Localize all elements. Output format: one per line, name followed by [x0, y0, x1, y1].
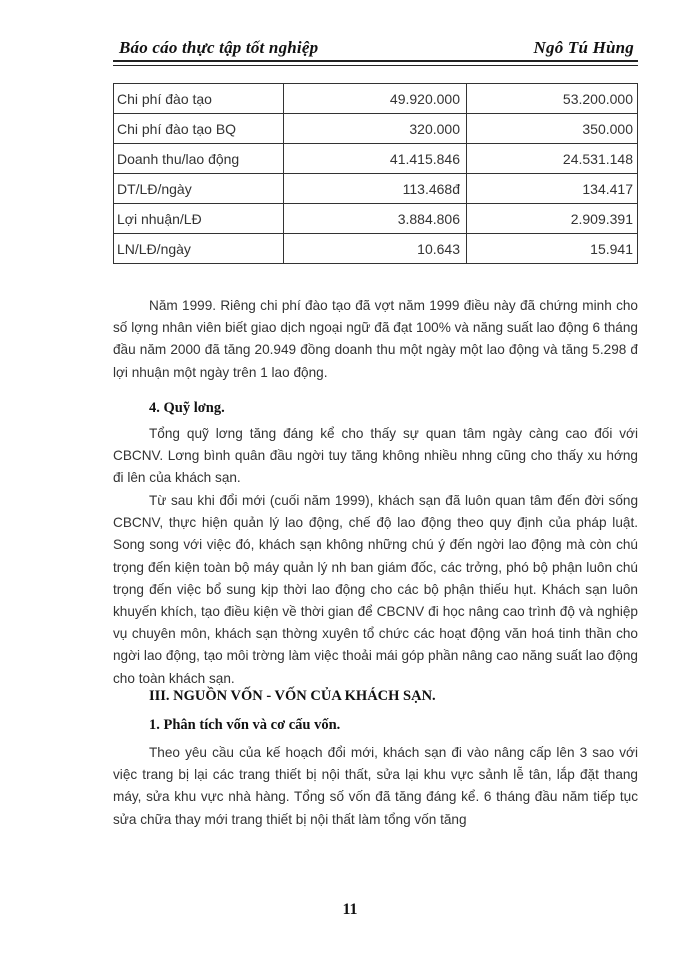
table-row — [114, 144, 638, 174]
row-label: LN/LĐ/ngày — [114, 234, 284, 264]
row-value-1: 3.884.806 — [284, 204, 467, 234]
row-value-1: 49.920.000 — [284, 84, 467, 114]
table-row — [114, 174, 638, 204]
header-rule-thin — [113, 65, 638, 66]
paragraph-3 — [113, 490, 638, 690]
row-value-1: 113.468đ — [284, 174, 467, 204]
row-label: DT/LĐ/ngày — [114, 174, 284, 204]
row-label: Lợi nhuận/LĐ — [114, 204, 284, 234]
row-label: Doanh thu/lao động — [114, 144, 284, 174]
row-value-1: 320.000 — [284, 114, 467, 144]
row-value-2: 15.941 — [467, 234, 638, 264]
page-number: 11 — [342, 901, 358, 918]
row-value-2: 134.417 — [467, 174, 638, 204]
paragraph-2 — [113, 423, 638, 490]
table-row — [114, 204, 638, 234]
table-row — [114, 114, 638, 144]
section-heading-iii: III. NGUỒN VỐN - VỐN CỦA KHÁCH SẠN. — [149, 688, 436, 704]
row-value-1: 41.415.846 — [284, 144, 467, 174]
paragraph-4 — [113, 742, 638, 831]
paragraph-1 — [113, 295, 638, 384]
row-label: Chi phí đào tạo BQ — [114, 114, 284, 144]
row-value-2: 24.531.148 — [467, 144, 638, 174]
table-row — [114, 84, 638, 114]
row-value-2: 350.000 — [467, 114, 638, 144]
section-heading-4: 4. Quỹ lơng. — [149, 400, 225, 416]
data-table — [113, 83, 638, 264]
row-value-1: 10.643 — [284, 234, 467, 264]
subsection-heading-1: 1. Phân tích vốn và cơ cấu vốn. — [149, 717, 341, 733]
page-header — [113, 36, 638, 62]
paragraph-text: Năm 1999. Riêng chi phí đào tạo đã vợt năm 1999 điều này đã chứng minh cho số lợng nhân viên biết giao dịch ngoại ngữ đã đạt 100% và năng suất lao động 6 tháng đầu năm 2000 đã tăng 20.949 đồng doanh thu một ngày một lao động và tăng 5.298 đ lợi nhuận một ngày trên 1 lao động. — [113, 298, 638, 380]
paragraph-text: Theo yêu cầu của kế hoạch đổi mới, khách sạn đi vào nâng cấp lên 3 sao với việc trang bị lại các trang thiết bị nội thất, sửa lại khu vực sảnh lễ tân, lắp đặt thang máy, sửa khu vực nhà hàng. Tổng số vốn đã tăng đáng kể. 6 tháng đầu năm tiếp tục sửa chữa thay mới trang thiết bị nội thất làm tổng vốn tăng — [113, 745, 638, 827]
paragraph-text: Từ sau khi đổi mới (cuối năm 1999), khách sạn đã luôn quan tâm đến đời sống CBCNV, thực hiện quản lý lao động, chế độ lao động theo quy định của pháp luật. Song song với việc đó, khách sạn không những chú ý đến ngời lao động mà còn chú trọng đến kiện toàn bộ máy quản lý nh ban giám đốc, các trởng, phó bộ phận luôn chú trọng đến việc bổ sung kịp thời lao động cho các bộ phận thiếu hụt. Khách sạn luôn khuyến khích, tạo điều kiện về thời gian để CBCNV đi học nâng cao trình độ và nghiệp vụ chuyên môn, khách sạn thờng xuyên tổ chức các hoạt động văn hoá tinh thần cho ngời lao động, tạo môi trờng làm việc thoải mái góp phần nâng cao năng suất lao động cho toàn khách sạn. — [113, 493, 638, 686]
header-title: Báo cáo thực tập tốt nghiệp — [119, 38, 319, 57]
row-value-2: 53.200.000 — [467, 84, 638, 114]
header-author: Ngô Tú Hùng — [533, 38, 634, 57]
header-rule — [113, 60, 638, 62]
table-row — [114, 234, 638, 264]
row-value-2: 2.909.391 — [467, 204, 638, 234]
row-label: Chi phí đào tạo — [114, 84, 284, 114]
paragraph-text: Tổng quỹ lơng tăng đáng kể cho thấy sự quan tâm ngày càng cao đối với CBCNV. Lơng bình quân đầu ngời tuy tăng không nhiều nhng cũng cho thấy xu hớng đi lên của khách sạn. — [113, 426, 638, 486]
